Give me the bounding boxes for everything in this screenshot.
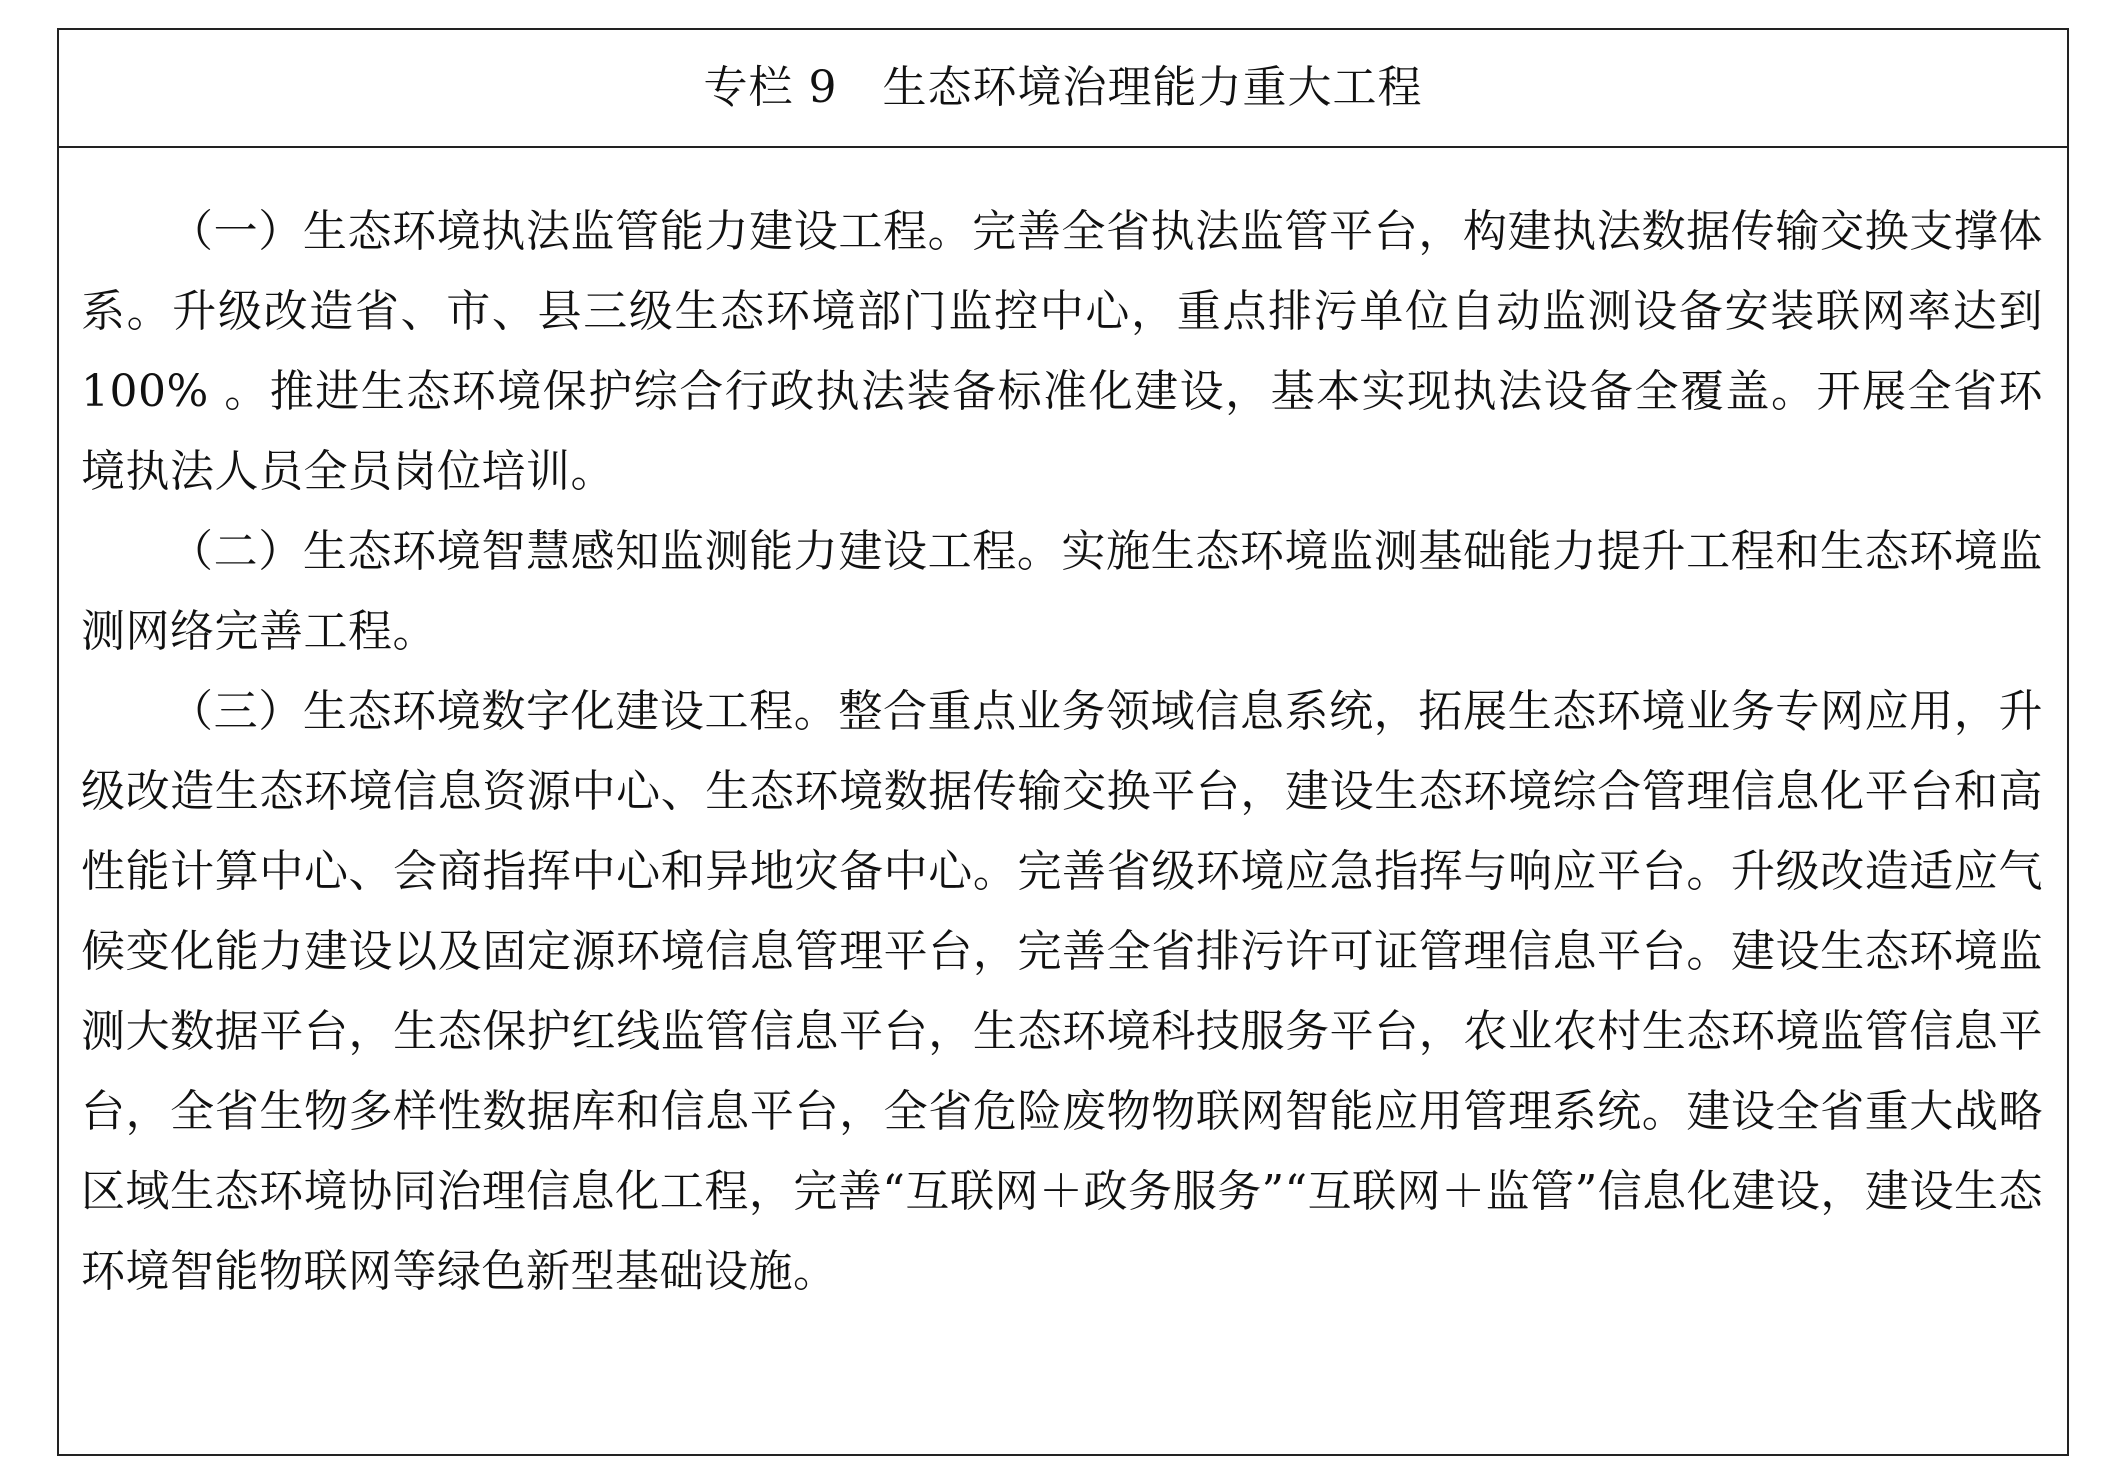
paragraph-1: （一）生态环境执法监管能力建设工程。完善全省执法监管平台，构建执法数据传输交换支撑体系。升级改造省、市、县三级生态环境部门监控中心，重点排污单位自动监测设备安装联网率达到 100% 。推进生态环境保护综合行政执法装备标准化建设，基本实现执法设备全覆盖。开展全省环境执法人员全员岗位培训。 (81, 206, 2043, 497)
column-title: 专栏 9 生态环境治理能力重大工程 (703, 62, 1423, 113)
column-body (59, 148, 2067, 1312)
paragraph-2: （二）生态环境智慧感知监测能力建设工程。实施生态环境监测基础能力提升工程和生态环境监测网络完善工程。 (81, 526, 2043, 657)
paragraph-3: （三）生态环境数字化建设工程。整合重点业务领域信息系统，拓展生态环境业务专网应用，升级改造生态环境信息资源中心、生态环境数据传输交换平台，建设生态环境综合管理信息化平台和高性能计算中心、会商指挥中心和异地灾备中心。完善省级环境应急指挥与响应平台。升级改造适应气候变化能力建设以及固定源环境信息管理平台，完善全省排污许可证管理信息平台。建设生态环境监测大数据平台，生态保护红线监管信息平台，生态环境科技服务平台，农业农村生态环境监管信息平台，全省生物多样性数据库和信息平台，全省危险废物物联网智能应用管理系统。建设全省重大战略区域生态环境协同治理信息化工程，完善“互联网＋政务服务”“互联网＋监管”信息化建设，建设生态环境智能物联网等绿色新型基础设施。 (81, 686, 2043, 1297)
column-box (57, 28, 2069, 1456)
column-header (59, 30, 2067, 148)
